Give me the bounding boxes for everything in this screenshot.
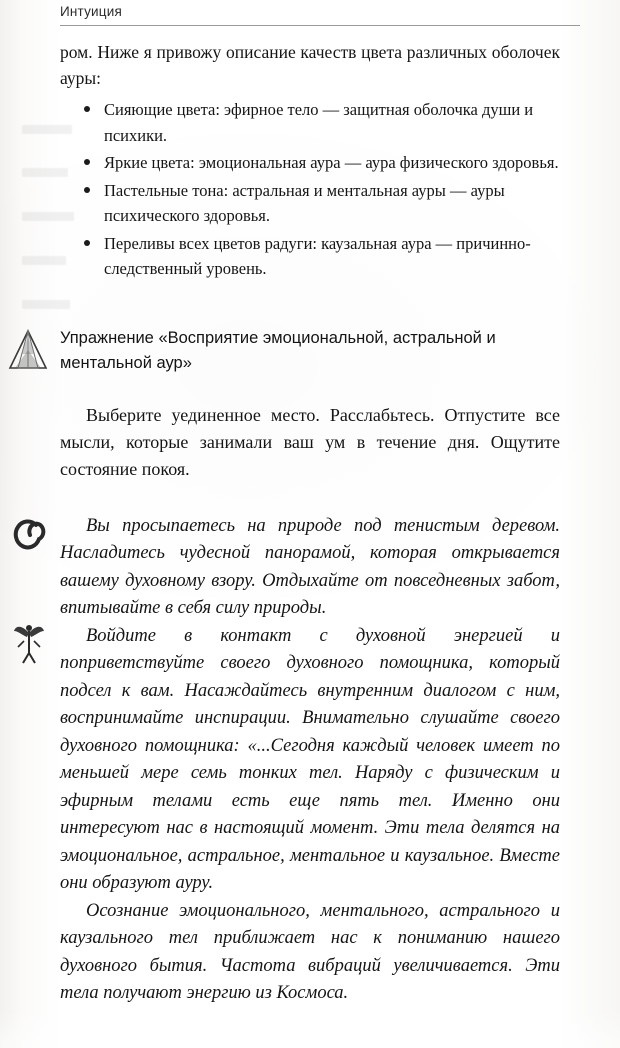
page-header <box>60 4 580 30</box>
bullet-dot-icon <box>84 240 90 246</box>
list-item-label: Переливы всех цветов радуги: каузальная аура — причинно-следственный уровень. <box>104 233 531 278</box>
meditation-section <box>60 513 560 1008</box>
list-item <box>104 150 560 176</box>
angel-icon <box>12 619 46 663</box>
pyramid-icon <box>8 328 48 372</box>
bullet-dot-icon <box>84 106 90 112</box>
exercise-section <box>60 326 560 376</box>
meditation-paragraph-3: Осознание эмоционального, ментального, астрального и каузального тел приближает нас к пониманию нашего духовного бытия. Частота вибраций увеличивается. Эти тела получают энергию из Космоса. <box>60 900 560 1003</box>
spiral-icon <box>10 517 46 557</box>
intro-paragraph: ром. Ниже я привожу описание качеств цвета различных оболочек ауры: <box>60 42 560 88</box>
header-rule <box>60 25 580 26</box>
list-item-label: Сияющие цвета: эфирное тело — защитная оболочка души и психики. <box>104 100 534 145</box>
running-title: Интуиция <box>60 4 122 19</box>
meditation-paragraph-1: Вы просыпаетесь на природе под тенистым деревом. Насладитесь чудесной панорамой, которая открывается вашему духовному взору. Отдыхайте от повседневных забот, впитывайте в себя силу природы. <box>60 515 560 618</box>
page-bottom-fade <box>0 1010 620 1048</box>
list-item-label: Яркие цвета: эмоциональная аура — аура физического здоровья. <box>104 153 559 172</box>
page-content <box>60 40 560 1008</box>
list-item <box>104 231 560 282</box>
bullet-dot-icon <box>84 187 90 193</box>
aura-color-list <box>60 97 560 282</box>
exercise-title: Упражнение «Восприятие эмоциональной, астральной и ментальной аур» <box>60 328 496 372</box>
list-item <box>104 97 560 148</box>
instruction-paragraph: Выберите уединенное место. Расслабьтесь. Отпустите все мысли, которые занимали ваш ум в течение дня. Ощутите состояние покоя. <box>60 404 560 479</box>
meditation-paragraph-2: Войдите в контакт с духовной энергией и поприветствуйте своего духовного помощника, который подсел к вам. Насаждайтесь внутренним диалогом с ним, воспринимайте инспирации. Внимательно слушайте своего духовного помощника: «...Сегодня каждый человек имеет по меньшей мере семь тонких тел. Наряду с физическим и эфирным телами есть еще пять тел. Именно они интересуют нас в настоящий момент. Эти тела делятся на эмоциональное, астральное, ментальное и каузальное. Вместе они образуют ауру. <box>60 625 560 893</box>
list-item <box>104 178 560 229</box>
list-item-label: Пастельные тона: астральная и ментальная ауры — ауры психического здоровья. <box>104 180 505 225</box>
bullet-dot-icon <box>84 159 90 165</box>
